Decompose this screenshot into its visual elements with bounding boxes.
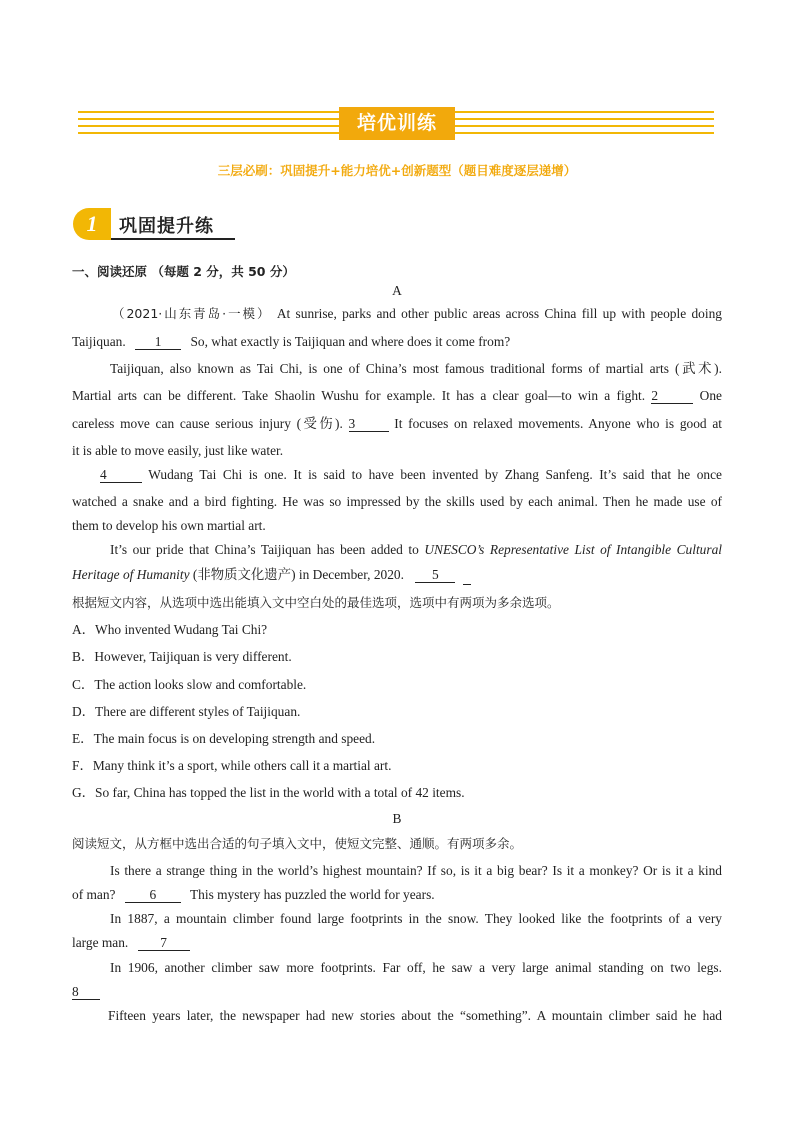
option-g: G．So far, China has topped the list in the world with a total of 42 items. — [72, 785, 465, 800]
passage-a-text: It’s our pride that China’s Taijiquan has been added to — [110, 542, 419, 557]
passage-a-line-5 — [72, 415, 722, 433]
passage-a-line-1 — [72, 305, 722, 323]
blank-8[interactable]: 8 — [72, 984, 100, 1000]
passage-a-line-8: watched a snake and a bird fighting. He was so impressed by the skills used by each animal. Then he made use of — [72, 494, 722, 509]
passage-b-line-7: Fifteen years later, the newspaper had new stories about the “something”. A mountain climber said he had — [108, 1008, 722, 1023]
passage-b-text: of man? — [72, 887, 116, 902]
section-banner: 培优训练 — [339, 107, 455, 140]
section-number-badge: 1 — [73, 208, 111, 240]
blank-3[interactable]: 3 — [349, 416, 389, 432]
part-heading: 一、阅读还原 （每题 2 分，共 50 分） — [72, 264, 295, 279]
passage-b-text: large man. — [72, 935, 129, 950]
passage-b-line-4 — [72, 934, 190, 952]
passage-a-text: At sunrise, parks and other public areas across China fill up with people doing — [276, 306, 722, 321]
passage-a-line-11 — [72, 566, 471, 585]
passage-a-text: Martial arts can be different. Take Shaolin Wushu for example. It has a clear goal—to win a fight. — [72, 388, 646, 403]
passage-a-instruction: 根据短文内容，从选项中选出能填入文中空白处的最佳选项，选项中有两项为多余选项。 — [72, 595, 560, 610]
passage-a-text: It focuses on relaxed movements. Anyone who is good at — [394, 416, 722, 431]
section-title: 巩固提升练 — [119, 216, 214, 237]
passage-a-text: careless move can cause serious injury (受伤). — [72, 416, 343, 431]
blank-5[interactable]: 5 — [415, 567, 455, 583]
passage-a-label: A — [392, 283, 402, 298]
option-e: E．The main focus is on developing strength and speed. — [72, 731, 376, 746]
blank-6[interactable]: 6 — [125, 887, 181, 903]
passage-a-line-9: them to develop his own martial art. — [72, 518, 266, 533]
passage-a-line-4 — [72, 387, 722, 405]
passage-a-text: (非物质文化遗产) in December, 2020. — [192, 567, 404, 582]
passage-a-line-2 — [72, 333, 510, 351]
passage-a-line-3: Taijiquan, also known as Tai Chi, is one of China’s most famous traditional forms of martial arts (武术). — [110, 361, 722, 376]
passage-a-text: Taijiquan. — [72, 334, 126, 349]
passage-a-line-6: it is able to move easily, just like water. — [72, 443, 284, 458]
banner-subtitle: 三层必刷：巩固提升+能力培优+创新题型（题目难度逐层递增） — [217, 163, 577, 178]
passage-a-line-7 — [100, 466, 722, 484]
option-b: B．However, Taijiquan is very different. — [72, 649, 292, 664]
blank-2[interactable]: 2 — [651, 388, 693, 404]
blank-5-tail — [463, 566, 471, 585]
passage-b-line-3: In 1887, a mountain climber found large footprints in the snow. They looked like the footprints of a very — [110, 911, 722, 926]
passage-a-source: （2021·山东青岛·一模） — [112, 306, 272, 321]
option-a: A．Who invented Wudang Tai Chi? — [72, 622, 268, 637]
passage-a-text: One — [699, 388, 722, 403]
blank-7[interactable]: 7 — [138, 935, 190, 951]
passage-b-line-5: In 1906, another climber saw more footprints. Far off, he saw a very large animal standing on two legs. — [110, 960, 722, 975]
passage-b-line-2 — [72, 886, 435, 904]
section-title-underline — [111, 238, 235, 240]
blank-4[interactable]: 4 — [100, 467, 142, 483]
passage-b-instruction: 阅读短文，从方框中选出合适的句子填入文中，使短文完整、通顺。有两项多余。 — [72, 836, 523, 851]
passage-b-line-1: Is there a strange thing in the world’s highest mountain? If so, is it a big bear? Is it a monkey? Or is it a kind — [110, 863, 722, 878]
passage-a-text: Wudang Tai Chi is one. It is said to have been invented by Zhang Sanfeng. It’s said that he once — [148, 467, 723, 482]
blank-1[interactable]: 1 — [135, 334, 181, 350]
passage-a-italic-title: UNESCO’s Representative List of Intangible Cultural — [424, 542, 722, 557]
option-f: F．Many think it’s a sport, while others call it a martial art. — [72, 758, 392, 773]
option-d: D．There are different styles of Taijiquan. — [72, 704, 301, 719]
passage-a-line-10 — [110, 541, 722, 559]
passage-a-text: So, what exactly is Taijiquan and where does it come from? — [190, 334, 511, 349]
passage-b-label: B — [392, 811, 402, 826]
passage-a-italic-title: Heritage of Humanity — [72, 567, 190, 582]
passage-b-line-6 — [72, 983, 100, 1001]
option-c: C．The action looks slow and comfortable. — [72, 677, 307, 692]
passage-b-text: This mystery has puzzled the world for years. — [189, 887, 435, 902]
